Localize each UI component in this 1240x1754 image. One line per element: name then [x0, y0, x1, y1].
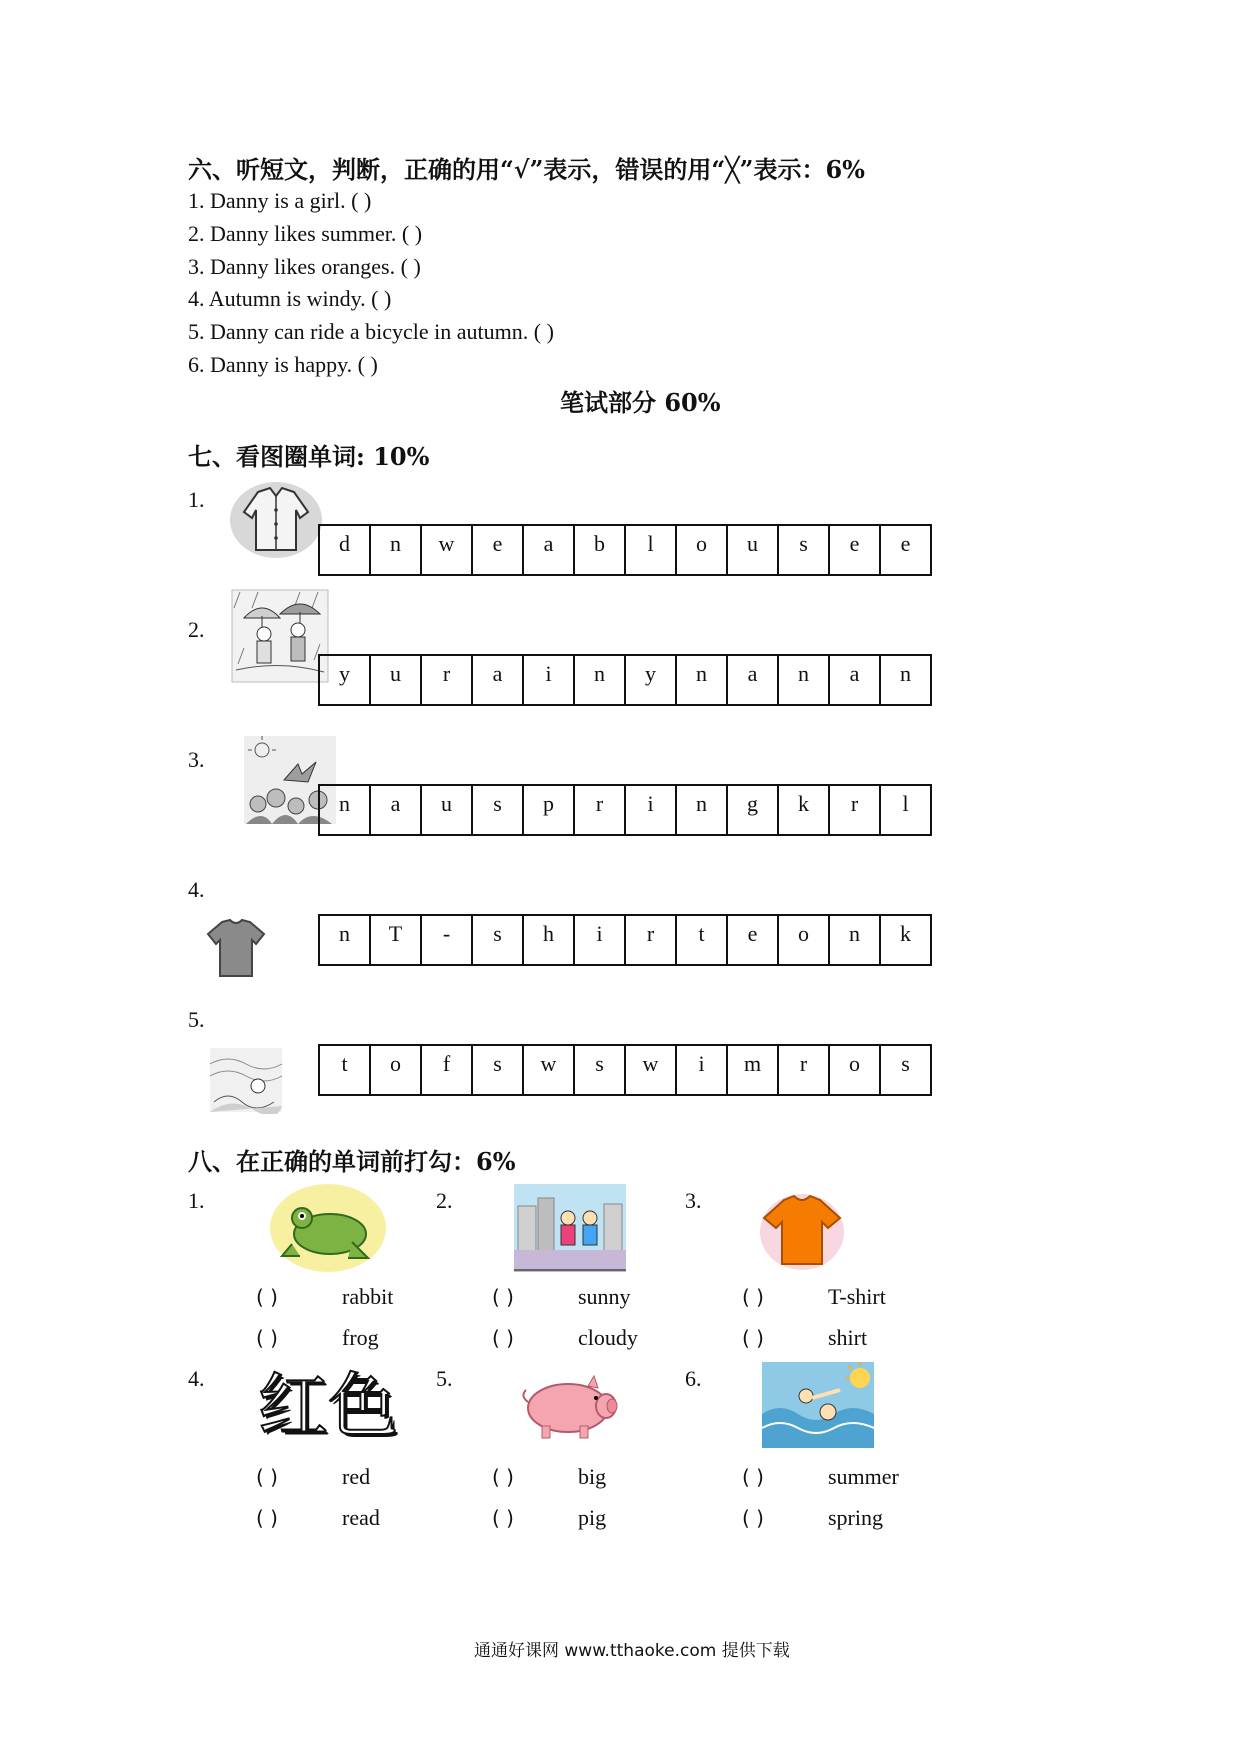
- letter-cell[interactable]: a: [371, 786, 422, 834]
- letter-cell[interactable]: i: [524, 656, 575, 704]
- option-sunny[interactable]: [492, 1284, 631, 1310]
- tshirt-picture: [206, 916, 266, 982]
- letter-cell[interactable]: n: [881, 656, 932, 704]
- listening-item: 5. Danny can ride a bicycle in autumn. ( ): [188, 319, 554, 344]
- answer-paren[interactable]: ( ): [256, 1506, 278, 1530]
- listening-item: 3. Danny likes oranges. ( ): [188, 254, 421, 279]
- letter-cell[interactable]: o: [779, 916, 830, 964]
- letter-cell[interactable]: a: [830, 656, 881, 704]
- frog-picture: [268, 1180, 388, 1274]
- letter-cell[interactable]: r: [779, 1046, 830, 1094]
- letter-cell[interactable]: u: [728, 526, 779, 574]
- option-cloudy[interactable]: [492, 1325, 638, 1351]
- letter-cell[interactable]: a: [728, 656, 779, 704]
- option-label: frog: [342, 1325, 379, 1350]
- letter-cell[interactable]: d: [320, 526, 371, 574]
- letter-cell[interactable]: u: [371, 656, 422, 704]
- letter-cell[interactable]: s: [881, 1046, 932, 1094]
- answer-paren[interactable]: ( ): [256, 1326, 278, 1350]
- item-number: 3.: [188, 747, 205, 772]
- letter-cell[interactable]: n: [320, 786, 371, 834]
- option-label: red: [342, 1464, 371, 1489]
- option-label: rabbit: [342, 1284, 394, 1309]
- option-pig[interactable]: [492, 1505, 606, 1531]
- letter-grid: [318, 784, 932, 836]
- item-number: 3.: [685, 1188, 702, 1213]
- option-label: big: [578, 1464, 607, 1489]
- letter-cell[interactable]: n: [677, 656, 728, 704]
- letter-grid: [318, 654, 932, 706]
- sunny-picture: [514, 1184, 626, 1272]
- listening-item: 1. Danny is a girl. ( ): [188, 188, 372, 213]
- listening-item: 4. Autumn is windy. ( ): [188, 286, 392, 311]
- letter-cell[interactable]: o: [830, 1046, 881, 1094]
- letter-cell[interactable]: n: [779, 656, 830, 704]
- answer-paren[interactable]: ( ): [492, 1506, 514, 1530]
- letter-cell[interactable]: a: [473, 656, 524, 704]
- letter-cell[interactable]: w: [524, 1046, 575, 1094]
- letter-cell[interactable]: s: [473, 916, 524, 964]
- letter-cell[interactable]: r: [575, 786, 626, 834]
- letter-cell[interactable]: o: [371, 1046, 422, 1094]
- answer-paren[interactable]: ( ): [256, 1465, 278, 1489]
- option-label: cloudy: [578, 1325, 638, 1350]
- letter-cell[interactable]: t: [677, 916, 728, 964]
- option-big[interactable]: [492, 1464, 606, 1490]
- letter-cell[interactable]: n: [575, 656, 626, 704]
- option-spring[interactable]: [742, 1505, 883, 1531]
- item-number: 1.: [188, 487, 205, 512]
- item-number: 5.: [188, 1007, 205, 1032]
- option-summer[interactable]: [742, 1464, 899, 1490]
- item-number: 1.: [188, 1188, 205, 1213]
- item-number: 2.: [436, 1188, 453, 1213]
- letter-cell[interactable]: e: [473, 526, 524, 574]
- letter-cell[interactable]: e: [881, 526, 932, 574]
- letter-cell[interactable]: s: [473, 786, 524, 834]
- answer-paren[interactable]: ( ): [256, 1285, 278, 1309]
- option-label: shirt: [828, 1325, 868, 1350]
- listening-item: 6. Danny is happy. ( ): [188, 352, 378, 377]
- item-number: 5.: [436, 1366, 453, 1391]
- letter-cell[interactable]: i: [575, 916, 626, 964]
- letter-cell[interactable]: T: [371, 916, 422, 964]
- letter-cell[interactable]: s: [575, 1046, 626, 1094]
- red-characters: 红色: [258, 1365, 398, 1447]
- letter-cell[interactable]: y: [626, 656, 677, 704]
- letter-cell[interactable]: p: [524, 786, 575, 834]
- letter-cell[interactable]: n: [371, 526, 422, 574]
- letter-cell[interactable]: n: [320, 916, 371, 964]
- letter-cell[interactable]: n: [830, 916, 881, 964]
- letter-cell[interactable]: r: [830, 786, 881, 834]
- item-number: 6.: [685, 1366, 702, 1391]
- answer-paren[interactable]: ( ): [492, 1285, 514, 1309]
- letter-cell[interactable]: w: [626, 1046, 677, 1094]
- letter-cell[interactable]: u: [422, 786, 473, 834]
- pig-picture: [518, 1372, 622, 1444]
- letter-grid: [318, 524, 932, 576]
- answer-paren[interactable]: ( ): [742, 1326, 764, 1350]
- letter-cell[interactable]: r: [626, 916, 677, 964]
- summer-picture: [762, 1362, 874, 1448]
- letter-cell[interactable]: l: [626, 526, 677, 574]
- letter-cell[interactable]: i: [626, 786, 677, 834]
- option-red[interactable]: [256, 1464, 370, 1490]
- option-label: summer: [828, 1464, 899, 1489]
- item-number: 4.: [188, 877, 205, 902]
- answer-paren[interactable]: ( ): [492, 1326, 514, 1350]
- answer-paren[interactable]: ( ): [742, 1465, 764, 1489]
- option-rabbit[interactable]: [256, 1284, 393, 1310]
- letter-cell[interactable]: s: [779, 526, 830, 574]
- letter-cell[interactable]: e: [830, 526, 881, 574]
- blouse-picture: [228, 478, 324, 560]
- letter-cell[interactable]: n: [677, 786, 728, 834]
- letter-cell[interactable]: h: [524, 916, 575, 964]
- letter-cell[interactable]: a: [524, 526, 575, 574]
- letter-cell[interactable]: f: [422, 1046, 473, 1094]
- option-label: spring: [828, 1505, 883, 1530]
- letter-cell[interactable]: -: [422, 916, 473, 964]
- rainy-picture: [230, 588, 330, 684]
- section7-heading: 七、看图圈单词: 10%: [188, 442, 430, 471]
- letter-cell[interactable]: e: [728, 916, 779, 964]
- written-part-title: 笔试部分 60%: [560, 388, 721, 417]
- option-tshirt[interactable]: [742, 1284, 886, 1310]
- letter-cell[interactable]: y: [320, 656, 371, 704]
- letter-cell[interactable]: o: [677, 526, 728, 574]
- letter-cell[interactable]: r: [422, 656, 473, 704]
- answer-paren[interactable]: ( ): [492, 1465, 514, 1489]
- letter-cell[interactable]: t: [320, 1046, 371, 1094]
- item-number: 4.: [188, 1366, 205, 1391]
- option-frog[interactable]: [256, 1325, 379, 1351]
- listening-item: 2. Danny likes summer. ( ): [188, 221, 423, 246]
- item-number: 2.: [188, 617, 205, 642]
- letter-grid: [318, 914, 932, 966]
- letter-cell[interactable]: g: [728, 786, 779, 834]
- option-label: pig: [578, 1505, 607, 1530]
- option-label: read: [342, 1505, 380, 1530]
- letter-grid: [318, 1044, 932, 1096]
- letter-cell[interactable]: b: [575, 526, 626, 574]
- letter-cell[interactable]: k: [881, 916, 932, 964]
- tshirt-picture: [758, 1190, 846, 1272]
- letter-cell[interactable]: w: [422, 526, 473, 574]
- answer-paren[interactable]: ( ): [742, 1506, 764, 1530]
- answer-paren[interactable]: ( ): [742, 1285, 764, 1309]
- footer-text: 通通好课网 www.tthaoke.com 提供下载: [474, 1641, 790, 1661]
- letter-cell[interactable]: l: [881, 786, 932, 834]
- section6-heading: 六、听短文，判断，正确的用“√”表示，错误的用“╳”表示：6%: [188, 155, 865, 184]
- letter-cell[interactable]: m: [728, 1046, 779, 1094]
- option-label: T-shirt: [828, 1284, 886, 1309]
- letter-cell[interactable]: s: [473, 1046, 524, 1094]
- section8-heading: 八、在正确的单词前打勾：6%: [188, 1147, 516, 1176]
- option-label: sunny: [578, 1284, 631, 1309]
- letter-cell[interactable]: i: [677, 1046, 728, 1094]
- option-read[interactable]: [256, 1505, 380, 1531]
- option-shirt[interactable]: [742, 1325, 867, 1351]
- letter-cell[interactable]: k: [779, 786, 830, 834]
- swim-picture: [208, 1046, 284, 1114]
